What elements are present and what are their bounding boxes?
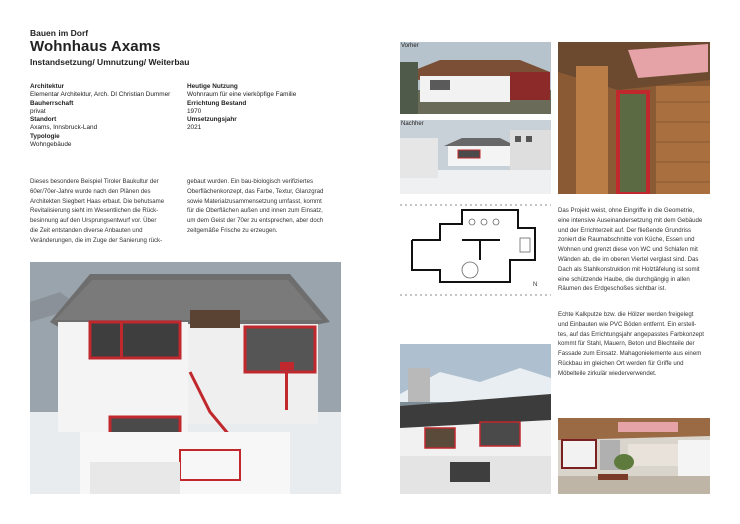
fact-label: Standort	[30, 116, 57, 124]
right-text-p1	[558, 206, 718, 294]
fact-label: Architektur	[30, 83, 65, 90]
body-text-col1	[30, 177, 182, 246]
text-line: 60er/70er-Jahre wurde nach den Plänen des	[30, 187, 151, 195]
text-line: eine schützende Haube, die durchgängig in allen	[558, 275, 690, 283]
text-line: zoniert die Raumabschnitte von Küche, Essen und	[558, 236, 695, 244]
fact-label: Bauherrschaft	[30, 99, 74, 107]
fact-value: Wohngebäude	[30, 141, 72, 149]
fact-label: Typologie	[30, 132, 60, 140]
fact-value: privat	[30, 107, 46, 115]
page-title: Wohnhaus Axams	[30, 38, 161, 55]
text-line: Architekten Siegbert Haas erbaut. Die behutsame	[30, 197, 165, 205]
text-line: um dem Geist der 70er zu entsprechen, aber doch	[187, 217, 324, 225]
text-line: besinnung auf den Ursprungsentwurf vor. Über	[30, 217, 157, 225]
text-line: Fassade zum Einsatz. Mahagonielemente aus einem	[558, 350, 702, 358]
text-line: und Einbauten wie PVC Böden entfernt. Ein erstell-	[558, 320, 697, 328]
text-line: Rückbau im gleichen Ort werden für Griffe und	[558, 359, 684, 367]
text-line: Oberflächenkonzept, das Farbe, Textur, Glanzgrad	[187, 187, 324, 195]
text-line: Räumen des Erdgeschoßes sichtbar ist.	[558, 285, 667, 293]
fact-value: Wohnraum für eine vierköpfige Familie	[187, 91, 297, 99]
north-label: N	[533, 282, 538, 288]
body-text-col2	[187, 177, 342, 236]
facts-right	[187, 83, 337, 133]
fact-value: Elementar Architektur, Arch. DI Christian Dummer	[30, 91, 171, 99]
text-line: Dach als Stahlkonstruktion mit Holztäfelung ist somit	[558, 265, 700, 273]
text-line: Echte Kalkputze bzw. die Hölzer werden freigelegt	[558, 311, 694, 318]
text-line: Revitalisierung sieht im Wesentlichen die Rück-	[30, 207, 159, 215]
before-photo	[400, 42, 551, 114]
floor-plan	[400, 200, 551, 300]
text-line: und der Errichterzeit auf. Der fließende Grundriss	[558, 226, 692, 234]
after-photo	[400, 120, 551, 194]
text-line: kommt für Stahl, Mauern, Beton und Blechteile der	[558, 340, 695, 348]
page-subtitle: Instandsetzung/ Umnutzung/ Weiterbau	[30, 57, 190, 67]
text-line: Das Projekt weist, ohne Eingriffe in die Geometrie,	[558, 207, 695, 214]
facts-left	[30, 83, 180, 149]
text-line: Wohnen und grenzt diese von WC und Schlafen mit	[558, 246, 698, 254]
kicker: Bauen im Dorf	[30, 28, 89, 38]
text-line: zeitgemäße Frische zu erzeugen.	[187, 226, 278, 234]
text-line: Wänden ab, die im oberen Viertel verglast sind. Das	[558, 255, 699, 263]
right-text-p2	[558, 310, 718, 379]
fact-value: 1970	[187, 107, 202, 115]
before-caption: Vorher	[401, 43, 419, 49]
text-line: Dieses besondere Beispiel Tiroler Baukultur der	[30, 178, 159, 185]
text-line: gebaut wurden. Ein bau-biologisch verifiziertes	[187, 178, 314, 185]
text-line: Möbelteile zirkulär wiederverwendet.	[558, 369, 657, 377]
text-line: für die Oberflächen außen und innen zum Einsatz,	[187, 207, 323, 215]
text-line: eine intensive Auseinandersetzung mit dem Gebäude	[558, 216, 703, 224]
interior-door-photo	[558, 42, 710, 194]
after-caption: Nachher	[401, 121, 424, 127]
fact-label: Umsetzungsjahr	[187, 116, 237, 124]
main-house-photo	[30, 262, 341, 494]
fact-value: Axams, Innsbruck-Land	[30, 124, 98, 132]
text-line: Veränderungen, die im Zuge der Sanierung rück-	[30, 236, 163, 244]
interior-living-photo	[558, 418, 710, 494]
text-line: tes, auf das Errichtungsjahr angepasstes Farbkonzept	[558, 330, 704, 338]
text-line: die Zeit entstanden diverse Anbauten und	[30, 226, 143, 234]
exterior-mountain-photo	[400, 344, 551, 494]
fact-label: Errichtung Bestand	[187, 99, 247, 107]
fact-label: Heutige Nutzung	[187, 83, 238, 90]
fact-value: 2021	[187, 124, 202, 132]
text-line: sowie Materialzusammensetzung umfasst, kommt	[187, 197, 322, 205]
